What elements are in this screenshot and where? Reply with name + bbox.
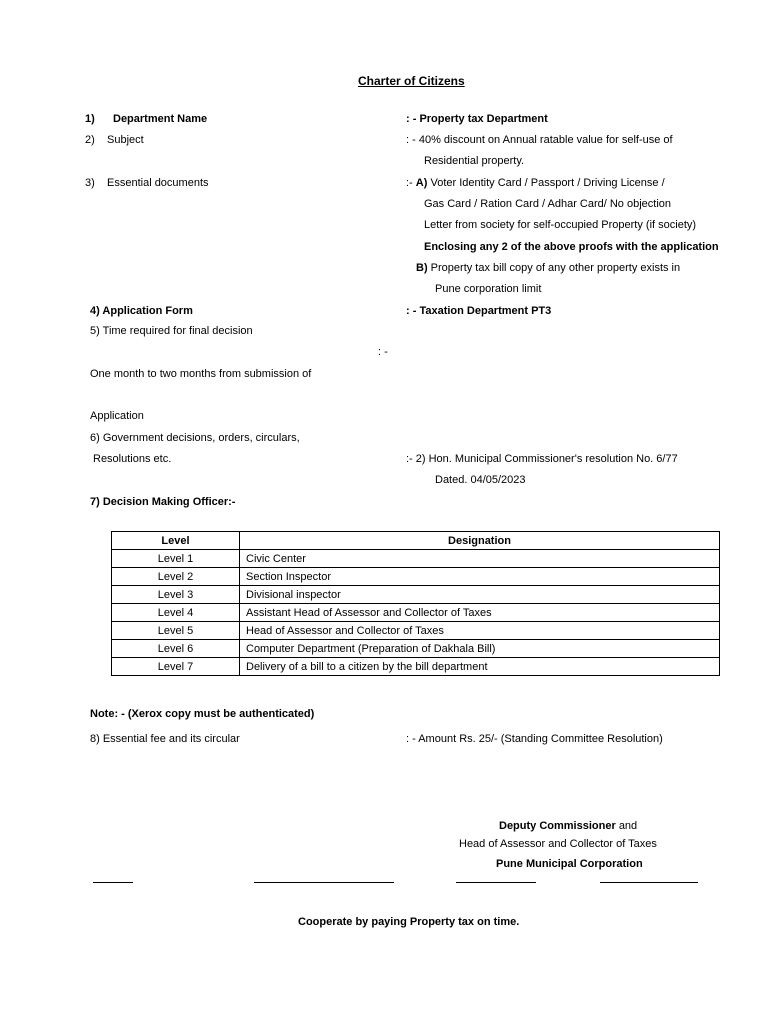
item-3-value-line4: Enclosing any 2 of the above proofs with the application [424,241,719,253]
note-text: Note: - (Xerox copy must be authenticated) [90,708,315,720]
item-3-value-line3: Letter from society for self-occupied Property (if society) [424,219,697,231]
item-1-value: : - Property tax Department [406,113,548,125]
signature-line1 [499,820,637,832]
divider-segment [600,882,698,883]
row-level: Level 5 [112,622,240,640]
item-4-value: : - Taxation Department PT3 [406,305,552,317]
divider-segment [93,882,133,883]
item-3-b-line2: Pune corporation limit [435,283,542,295]
divider-segment [254,882,394,883]
table-row [112,658,720,676]
item-3-value-line2: Gas Card / Ration Card / Adhar Card/ No objection [424,198,672,210]
row-designation: Section Inspector [240,568,720,586]
signature-title: Deputy Commissioner [499,820,616,832]
header-designation: Designation [240,532,720,550]
item-3-number: 3) [85,177,95,189]
row-level: Level 1 [112,550,240,568]
row-designation: Civic Center [240,550,720,568]
header-level: Level [112,532,240,550]
item-2-label: Subject [107,134,144,146]
signature-conjunction: and [618,820,638,832]
table-row [112,568,720,586]
signature-line3: Pune Municipal Corporation [496,858,643,870]
item-5-colon: : - [378,346,388,358]
page-title: Charter of Citizens [358,74,465,88]
row-designation: Delivery of a bill to a citizen by the bill department [240,658,720,676]
footer-slogan: Cooperate by paying Property tax on time. [298,916,520,928]
row-level: Level 6 [112,640,240,658]
row-designation: Computer Department (Preparation of Dakhala Bill) [240,640,720,658]
row-level: Level 7 [112,658,240,676]
item-5-label: 5) Time required for final decision [90,325,253,337]
item-2-value-line1: : - 40% discount on Annual ratable value for self-use of [406,134,673,146]
table-row [112,550,720,568]
item-8-value: : - Amount Rs. 25/- (Standing Committee Resolution) [406,733,663,745]
item-3-b-text: Property tax bill copy of any other property exists in [430,262,681,274]
item-5-value-line2: Application [90,410,144,422]
row-designation: Head of Assessor and Collector of Taxes [240,622,720,640]
item-2-value-line2: Residential property. [424,155,525,167]
table-row [112,622,720,640]
signature-line2: Head of Assessor and Collector of Taxes [459,838,657,850]
item-2-number: 2) [85,134,95,146]
item-6-value-line2: Dated. 04/05/2023 [435,474,526,486]
item-4-label: 4) Application Form [90,305,193,317]
table-row [112,604,720,622]
row-level: Level 3 [112,586,240,604]
item-1-label: Department Name [113,113,208,125]
item-1-number: 1) [85,113,95,125]
row-level: Level 4 [112,604,240,622]
item-3-b-line1 [416,262,680,274]
row-level: Level 2 [112,568,240,586]
table-row [112,640,720,658]
item-3-a-text: Voter Identity Card / Passport / Driving License / [430,177,665,189]
item-8-label: 8) Essential fee and its circular [90,733,240,745]
divider-segment [456,882,536,883]
decision-officer-table [111,531,720,676]
row-designation: Divisional inspector [240,586,720,604]
table-header-row [112,532,720,550]
item-6-label-line2: Resolutions etc. [93,453,172,465]
item-3-prefix: :- [406,177,413,189]
item-3-value-line1 [406,177,665,189]
item-3-label: Essential documents [107,177,209,189]
item-7-label: 7) Decision Making Officer:- [90,496,236,508]
item-6-value-line1: :- 2) Hon. Municipal Commissioner's resolution No. 6/77 [406,453,678,465]
table-row [112,586,720,604]
item-6-label-line1: 6) Government decisions, orders, circulars, [90,432,300,444]
item-3-a-marker: A) [415,177,428,189]
item-5-value-line1: One month to two months from submission of [90,368,312,380]
row-designation: Assistant Head of Assessor and Collector of Taxes [240,604,720,622]
item-3-b-marker: B) [416,262,428,274]
